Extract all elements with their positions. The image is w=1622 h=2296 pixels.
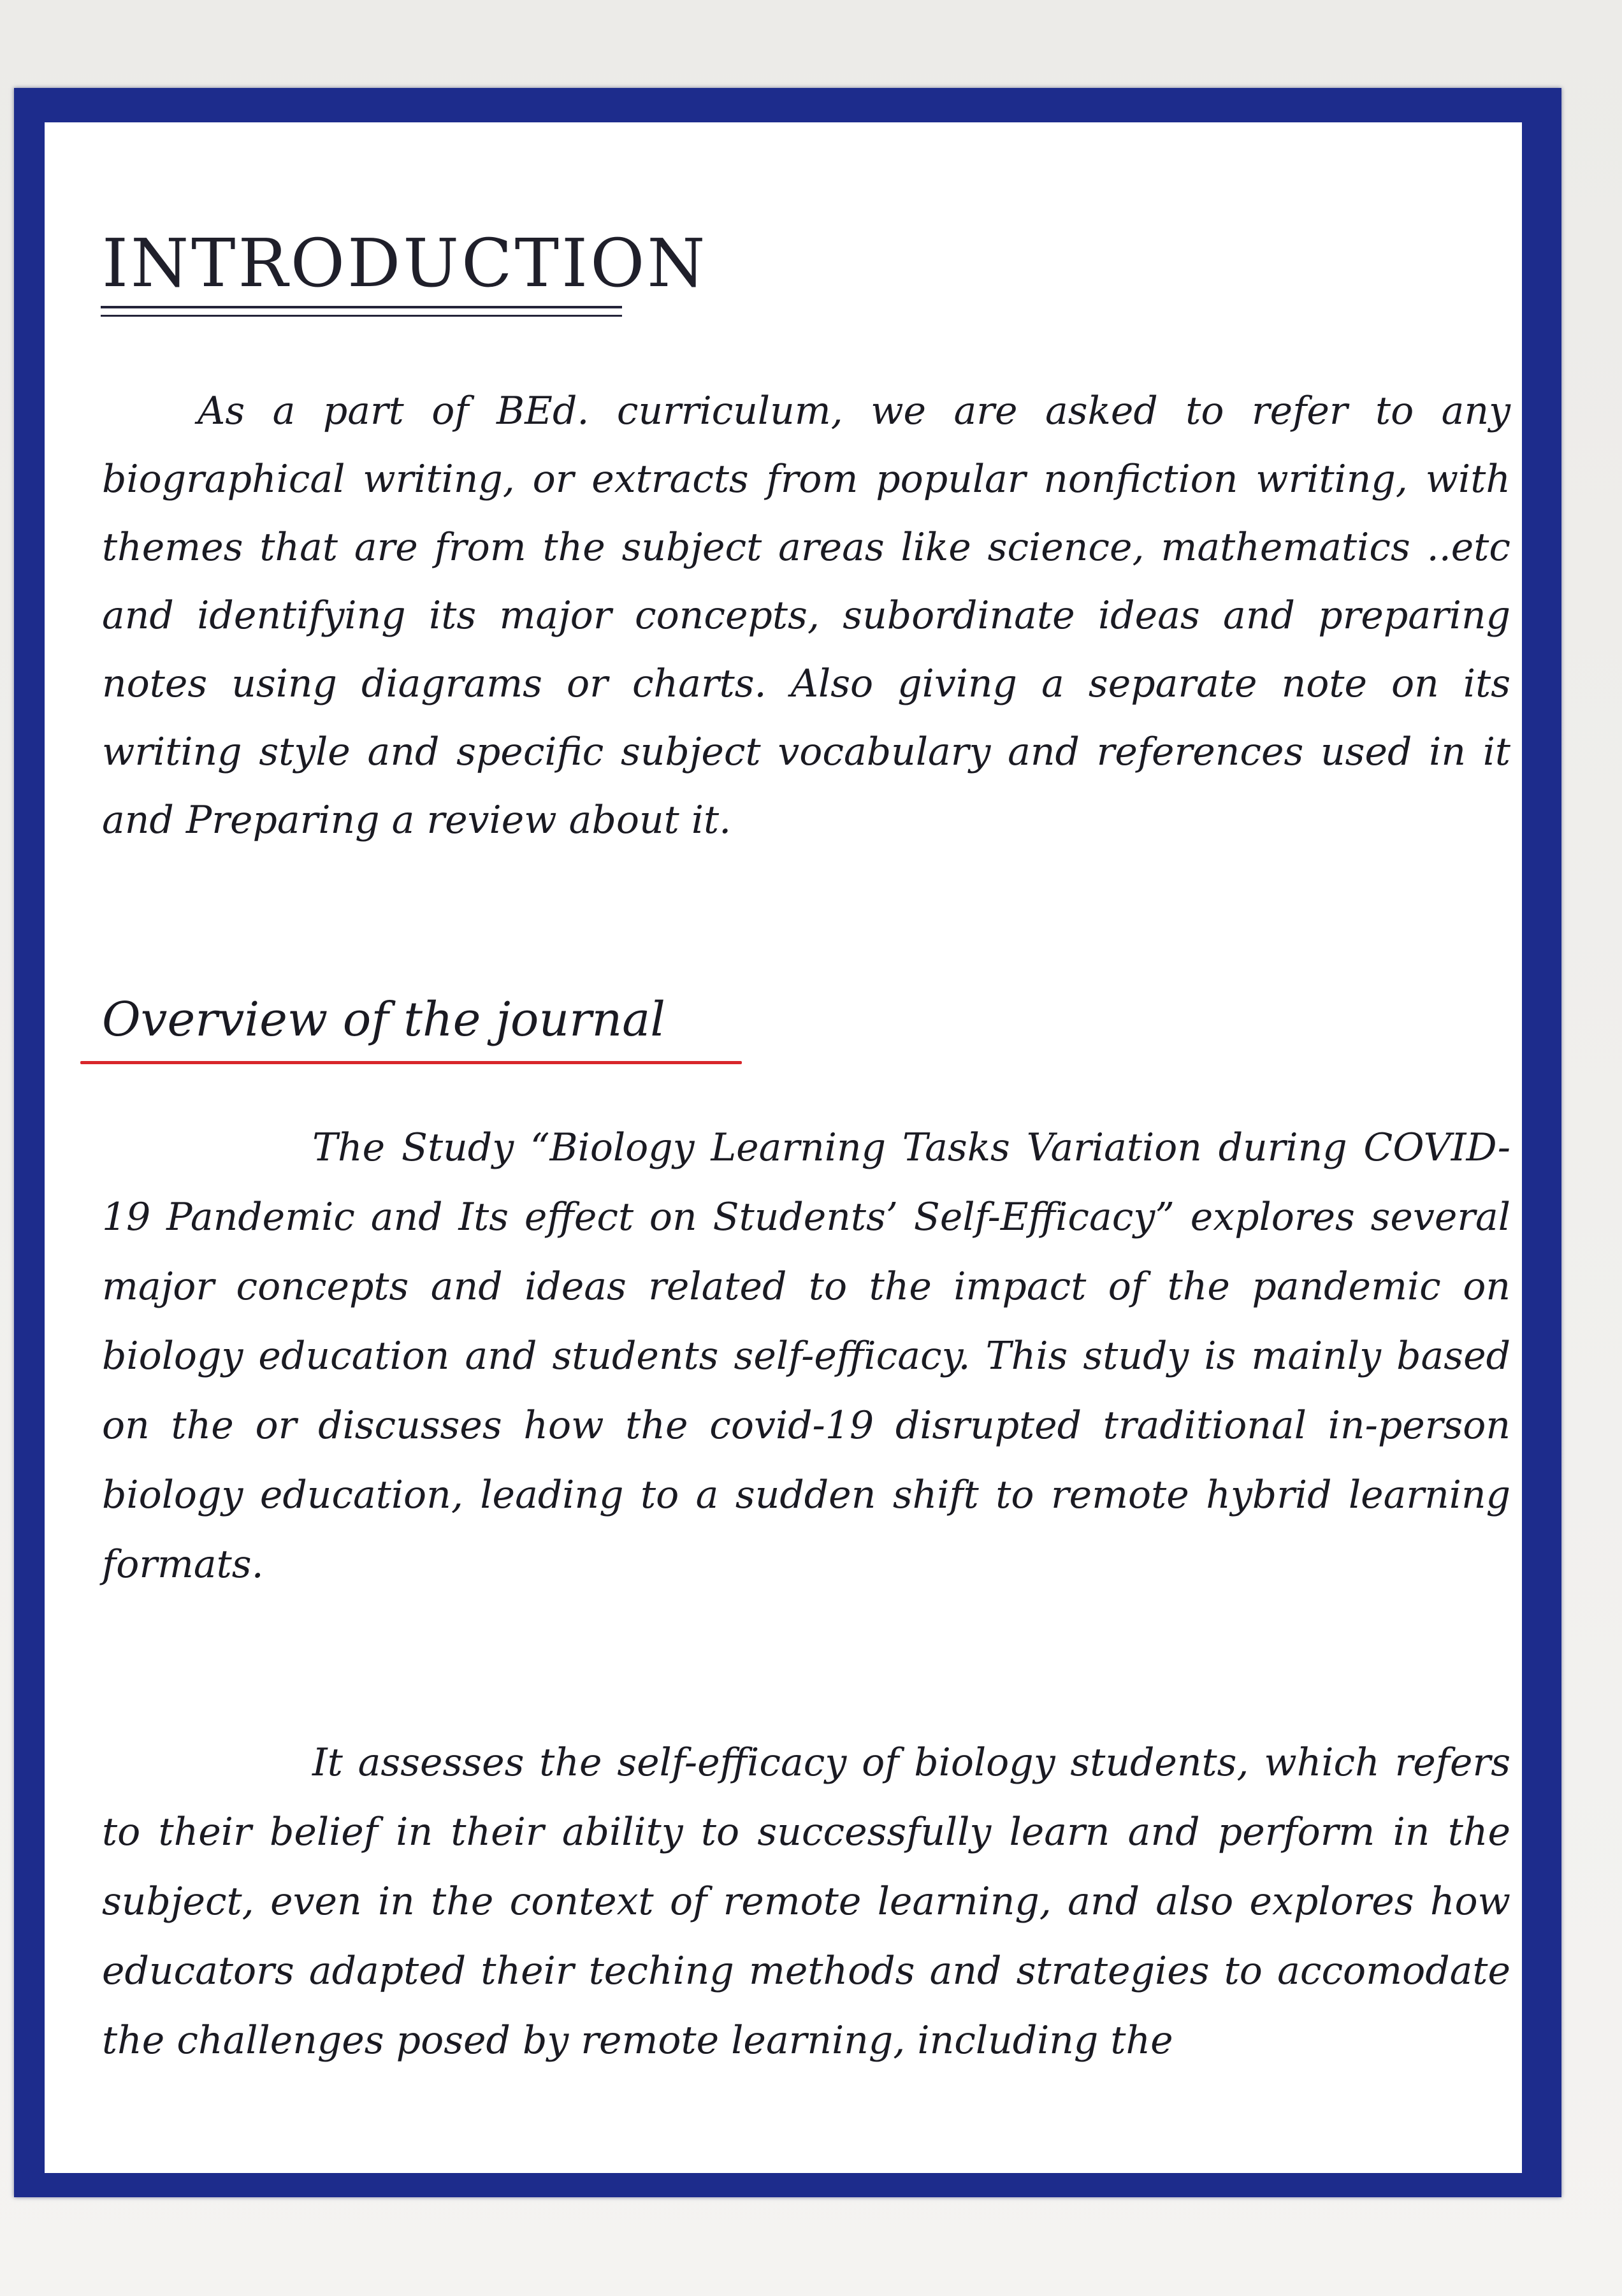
notebook-page (45, 122, 1522, 2173)
introduction-paragraph: As a part of BEd. curriculum, we are asked to refer to any biographical writing, or extracts from popular nonfiction writing, with themes that are from the subject areas like science, mathematics ..etc and identifying its major concepts, subordinate ideas and preparing notes using diagrams or charts. Also giving a separate note on its writing style and specific subject vocabulary and references used in it and Preparing a review about it. (102, 389, 1510, 842)
overview-underline (80, 1061, 742, 1064)
introduction-underline-second (101, 315, 622, 317)
introduction-underline (101, 306, 622, 308)
introduction-heading: INTRODUCTION (102, 224, 708, 302)
overview-paragraph-1: The Study “Biology Learning Tasks Variation during COVID-19 Pandemic and Its effect on Students’ Self-Efficacy” explores several major concepts and ideas related to the impact of the pandemic on biology education and students self-efficacy. This study is mainly based on the or discusses how the covid-19 disrupted traditional in-person biology education, leading to a sudden shift to remote hybrid learning formats. (102, 1125, 1510, 1587)
overview-heading: Overview of the journal (102, 992, 665, 1047)
overview-paragraph-2: It assesses the self-efficacy of biology students, which refers to their belief in their ability to successfully learn and perform in the subject, even in the context of remote learning, and also explores how educators adapted their teching methods and strategies to accomodate the challenges posed by remote learning, including the (102, 1740, 1510, 2063)
